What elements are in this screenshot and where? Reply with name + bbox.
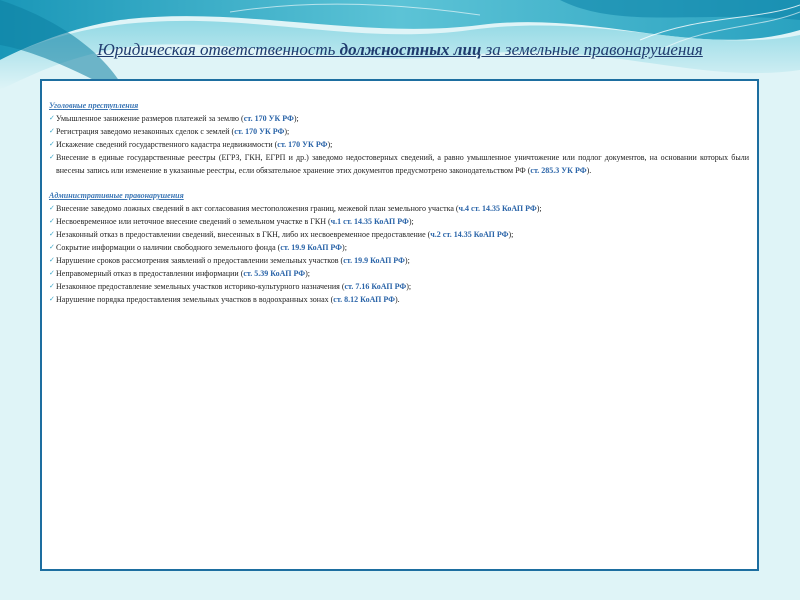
- item-tail: );: [284, 127, 290, 136]
- admin-list: [49, 202, 749, 306]
- list-item-text: [56, 151, 749, 177]
- law-reference: ст. 170 УК РФ: [234, 127, 285, 136]
- checkmark-bullet-icon: ✓: [49, 114, 55, 122]
- law-reference: ст. 7.16 КоАП РФ: [344, 282, 407, 291]
- item-text: Нарушение порядка предоставления земельных участков в водоохранных зонах (: [56, 295, 334, 304]
- item-text: Неправомерный отказ в предоставлении информации (: [56, 269, 244, 278]
- list-item-text: [56, 228, 749, 241]
- item-tail: );: [406, 282, 412, 291]
- list-item-text: [56, 215, 749, 228]
- list-item-text: [56, 280, 749, 293]
- checkmark-bullet-icon: ✓: [49, 269, 55, 277]
- law-reference: ст. 285.3 УК РФ: [530, 166, 587, 175]
- item-text: Незаконное предоставление земельных участков историко-культурного назначения (: [56, 282, 345, 291]
- item-tail: ).: [586, 166, 592, 175]
- list-item-text: [56, 267, 749, 280]
- list-item-text: [56, 125, 749, 138]
- list-item-text: [56, 254, 749, 267]
- item-text: Нарушение сроков рассмотрения заявлений о предоставлении земельных участков (: [56, 256, 344, 265]
- list-item: [49, 151, 749, 177]
- item-text: Внесение в единые государственные реестры (ЕГРЗ, ГКН, ЕГРП и др.) заведомо недостоверных сведений, а равно умышленное уничтожение или подлог документов, на основании которых были внесены запись или изменение в указанные реестры, если обязательное хранение этих документов предусмотрено законодательством РФ (: [56, 153, 749, 175]
- checkmark-bullet-icon: ✓: [49, 243, 55, 251]
- item-tail: );: [408, 217, 414, 226]
- list-item: [49, 112, 749, 125]
- checkmark-bullet-icon: ✓: [49, 282, 55, 290]
- item-text: Внесение заведомо ложных сведений в акт согласования местоположения границ, межевой план земельного участка (: [56, 204, 459, 213]
- list-item: [49, 125, 749, 138]
- checkmark-bullet-icon: ✓: [49, 256, 55, 264]
- list-item: [49, 267, 749, 280]
- item-tail: );: [508, 230, 514, 239]
- item-text: Искажение сведений государственного кадастра недвижимости (: [56, 140, 278, 149]
- admin-heading: Административные правонарушения: [49, 191, 184, 200]
- checkmark-bullet-icon: ✓: [49, 204, 55, 212]
- list-item: [49, 215, 749, 228]
- list-item: [49, 228, 749, 241]
- list-item-text: [56, 293, 749, 306]
- law-reference: ст. 5.39 КоАП РФ: [243, 269, 306, 278]
- list-item: [49, 138, 749, 151]
- checkmark-bullet-icon: ✓: [49, 127, 55, 135]
- list-item: [49, 241, 749, 254]
- criminal-list: [49, 112, 749, 177]
- law-reference: ч.2 ст. 14.35 КоАП РФ: [430, 230, 509, 239]
- list-item-text: [56, 202, 749, 215]
- checkmark-bullet-icon: ✓: [49, 230, 55, 238]
- item-text: Незаконный отказ в предоставлении сведений, внесенных в ГКН, либо их несвоевременное предоставление (: [56, 230, 431, 239]
- list-item: [49, 293, 749, 306]
- law-reference: ч.1 ст. 14.35 КоАП РФ: [330, 217, 409, 226]
- list-item-text: [56, 138, 749, 151]
- item-tail: );: [305, 269, 310, 278]
- item-tail: );: [327, 140, 333, 149]
- item-text: Умышленное занижение размеров платежей за землю (: [56, 114, 244, 123]
- criminal-heading: Уголовные преступления: [49, 101, 139, 110]
- checkmark-bullet-icon: ✓: [49, 217, 55, 225]
- law-reference: ч.4 ст. 14.35 КоАП РФ: [458, 204, 537, 213]
- item-text: Несвоевременное или неточное внесение сведений о земельном участке в ГКН (: [56, 217, 331, 226]
- item-tail: ).: [394, 295, 400, 304]
- item-text: Регистрация заведомо незаконных сделок с землей (: [56, 127, 235, 136]
- checkmark-bullet-icon: ✓: [49, 140, 55, 148]
- item-tail: );: [404, 256, 410, 265]
- checkmark-bullet-icon: ✓: [49, 153, 55, 161]
- title-part-3: за земельные правонарушения: [481, 40, 703, 59]
- law-reference: ст. 19.9 КоАП РФ: [280, 243, 343, 252]
- checkmark-bullet-icon: ✓: [49, 295, 55, 303]
- list-item-text: [56, 241, 749, 254]
- list-item: [49, 254, 749, 267]
- content-text: [49, 99, 749, 306]
- page-title: [0, 40, 800, 60]
- law-reference: ст. 170 УК РФ: [243, 114, 294, 123]
- law-reference: ст. 170 УК РФ: [277, 140, 328, 149]
- item-tail: );: [342, 243, 347, 252]
- item-tail: );: [536, 204, 542, 213]
- list-item: [49, 202, 749, 215]
- item-tail: );: [293, 114, 299, 123]
- list-item: [49, 280, 749, 293]
- law-reference: ст. 19.9 КоАП РФ: [343, 256, 405, 265]
- law-reference: ст. 8.12 КоАП РФ: [333, 295, 395, 304]
- title-part-2: должностных лиц: [339, 40, 482, 59]
- list-item-text: [56, 112, 749, 125]
- item-text: Сокрытие информации о наличии свободного земельного фонда (: [56, 243, 281, 252]
- title-part-1: Юридическая ответственность: [97, 40, 340, 59]
- content-panel: [40, 79, 759, 571]
